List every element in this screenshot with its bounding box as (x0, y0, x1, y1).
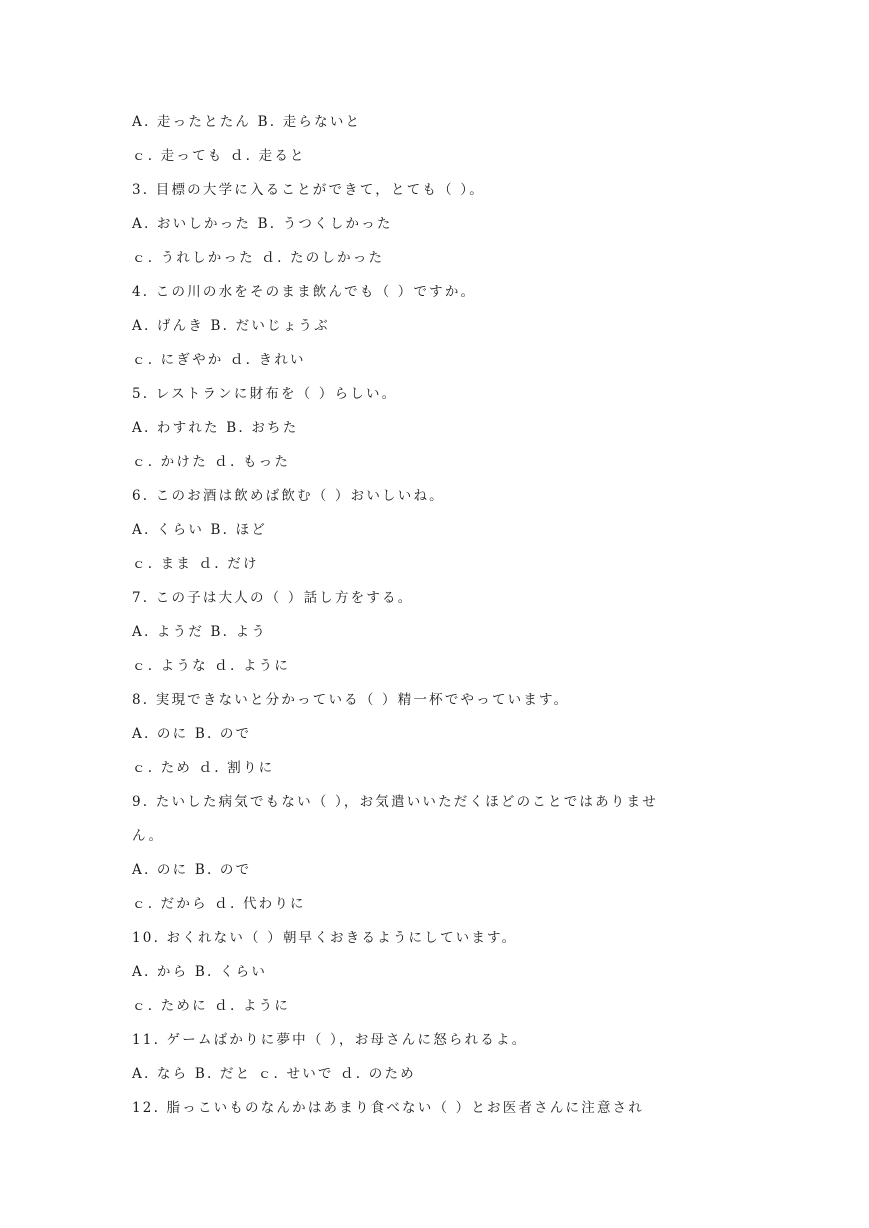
question-3: 3. 目標の大学に入ることができて，とても（ ）。 (132, 182, 485, 198)
question-6-options-c: ｃ. まま ｄ. だけ (132, 556, 259, 572)
question-text-body (132, 111, 732, 1131)
question-5-options-a: A. わすれた B. おちた (132, 420, 299, 436)
question-8: 8. 実現できないと分かっている（ ）精一杯でやっています。 (132, 692, 570, 708)
question-3-options-c: ｃ. うれしかった ｄ. たのしかった (132, 250, 385, 266)
question-3-options-a: A. おいしかった B. うつくしかった (132, 216, 393, 232)
question-9-options-c: ｃ. だから ｄ. 代わりに (132, 896, 306, 912)
option-line-1a: A. 走ったとたん B. 走らないと (132, 114, 362, 130)
question-7-options-c: ｃ. ような ｄ. ように (132, 658, 291, 674)
question-7: 7. この子は大人の（ ）話し方をする。 (132, 590, 414, 606)
question-8-options-c: ｃ. ため ｄ. 割りに (132, 760, 275, 776)
question-4-options-c: ｃ. にぎやか ｄ. きれい (132, 352, 306, 368)
question-5: 5. レストランに財布を（ ）らしい。 (132, 386, 398, 402)
question-11: 11. ゲームばかりに夢中（ ），お母さんに怒られるよ。 (132, 1032, 528, 1048)
question-9-continued: ん。 (132, 828, 165, 844)
question-9-options-a: A. のに B. ので (132, 862, 252, 878)
question-10-options-c: ｃ. ために ｄ. ように (132, 998, 291, 1014)
question-4-options-a: A. げんき B. だいじょうぶ (132, 318, 330, 334)
question-11-options: A. なら B. だと ｃ. せいで ｄ. のため (132, 1066, 416, 1082)
question-7-options-a: A. ようだ B. よう (132, 624, 268, 640)
question-9: 9. たいした病気でもない（ ），お気遣いいただくほどのことではありませ (132, 794, 658, 810)
question-8-options-a: A. のに B. ので (132, 726, 252, 742)
question-6: 6. このお酒は飲めば飲む（ ）おいしいね。 (132, 488, 445, 504)
question-4: 4. この川の水をそのまま飲んでも（ ）ですか。 (132, 284, 477, 300)
question-5-options-c: ｃ. かけた ｄ. もった (132, 454, 291, 470)
option-line-1b: ｃ. 走っても ｄ. 走ると (132, 148, 306, 164)
question-6-options-a: A. くらい B. ほど (132, 522, 268, 538)
question-12: 12. 脂っこいものなんかはあまり食べない（ ）とお医者さんに注意され (132, 1100, 645, 1116)
question-10-options-a: A. から B. くらい (132, 964, 268, 980)
question-10: 10. おくれない（ ）朝早くおきるようにしています。 (132, 930, 518, 946)
